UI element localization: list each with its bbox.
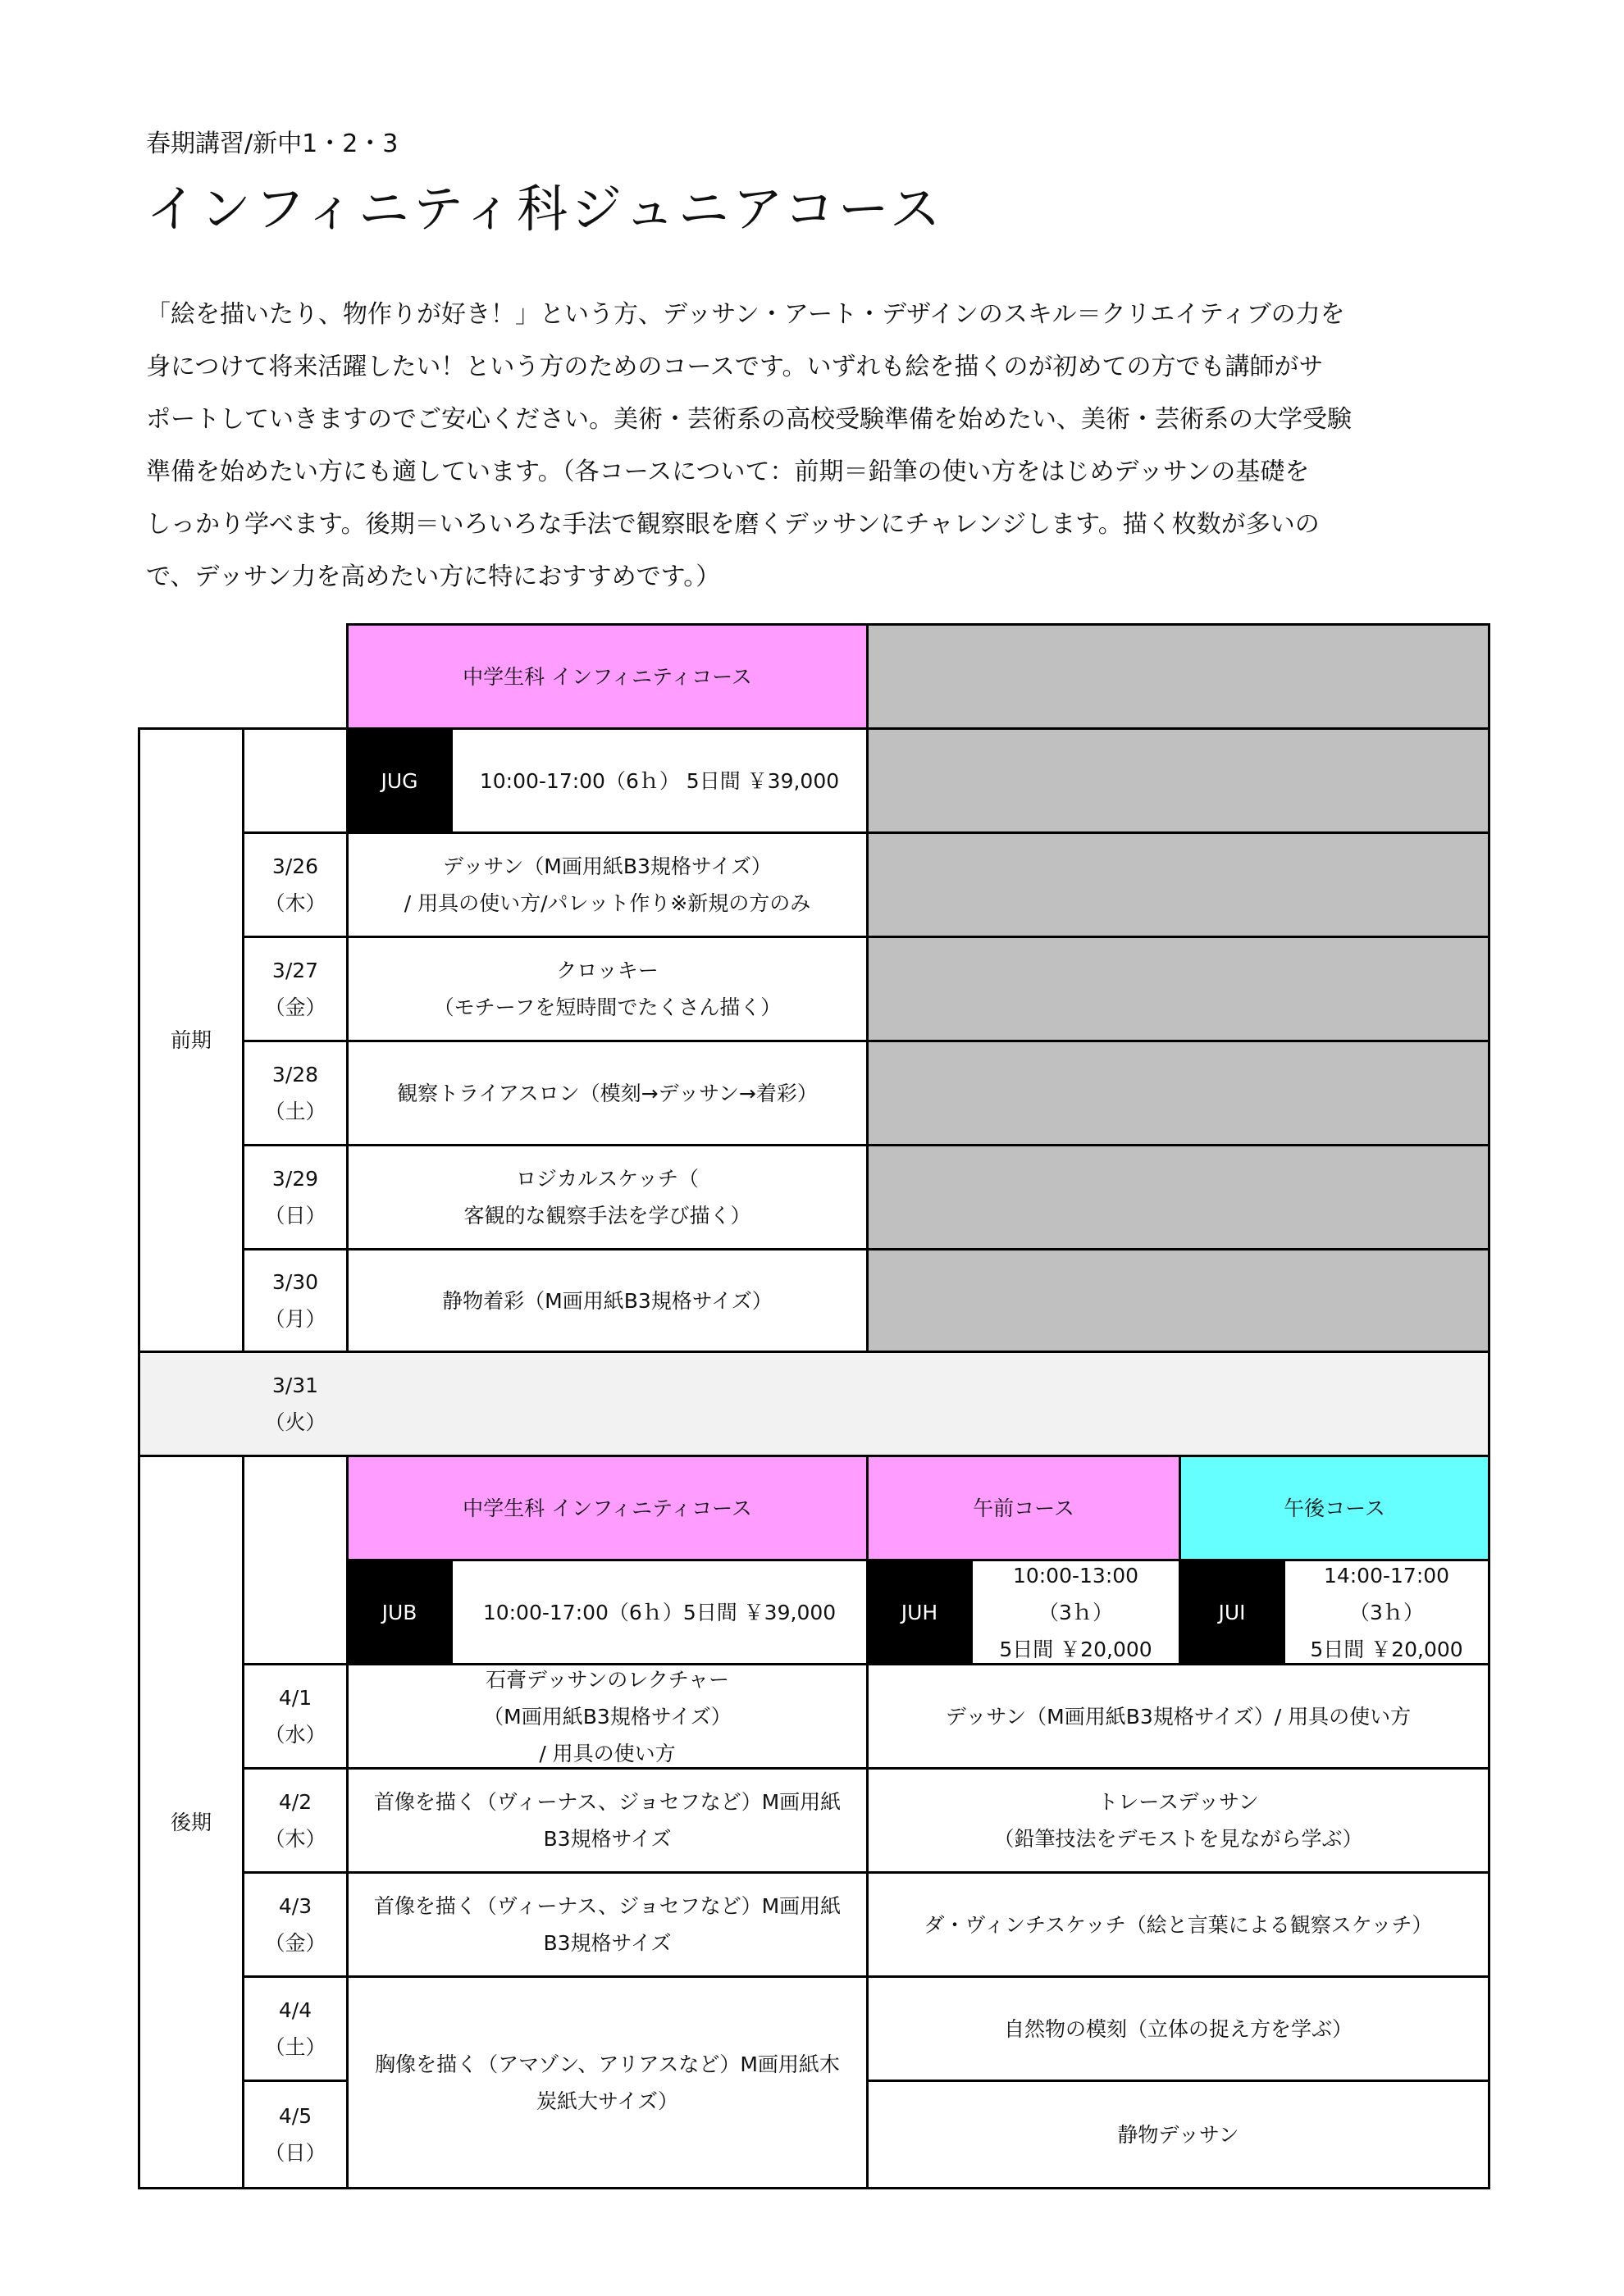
date-cell	[242, 1040, 349, 1146]
day-of-week: （日）	[264, 1204, 326, 1228]
intro-line: 準備を始めたい方にも適しています。（各コースについて：前期＝鉛筆の使い方をはじめデッサンの基礎を	[146, 458, 1310, 486]
lesson-cell	[346, 1767, 869, 1874]
day-of-week: （金）	[264, 995, 326, 1019]
period-label: 後期	[170, 1810, 212, 1834]
date-cell	[242, 1975, 349, 2082]
zenki-gray-header	[866, 623, 1490, 730]
lesson-line: 自然物の模刻（立体の捉え方を学ぶ）	[1003, 2016, 1353, 2041]
date-cell	[242, 1248, 349, 1353]
day-of-week: （土）	[264, 1100, 326, 1123]
gray-cell	[866, 936, 1490, 1042]
lesson-cell	[346, 1144, 869, 1250]
lesson-line: 首像を描く（ヴィーナス、ジョセフなど）M画用紙	[373, 1790, 842, 1814]
lesson-line: デッサン（M画用紙B3規格サイズ）	[443, 854, 772, 878]
date-cell	[242, 1767, 349, 1874]
date: 3/26	[271, 854, 319, 878]
date: 3/30	[271, 1270, 319, 1294]
am-info	[970, 1559, 1181, 1665]
date-cell	[242, 1144, 349, 1250]
date-cell	[242, 2080, 349, 2189]
gray-cell	[866, 1248, 1490, 1353]
split-lesson-cell	[866, 2080, 1490, 2189]
date: 4/2	[278, 1790, 312, 1814]
kouki-course-header	[346, 1455, 869, 1561]
date-cell	[242, 936, 349, 1042]
lesson-cell	[346, 1871, 869, 1978]
date: 4/3	[278, 1894, 312, 1918]
kouki-code	[346, 1559, 453, 1665]
lesson-line: 客観的な観察手法を学び描く）	[463, 1204, 751, 1228]
lesson-line: クロッキー	[556, 959, 659, 982]
course-info: 5日間 ￥20,000	[1310, 1637, 1463, 1661]
pm-code	[1179, 1559, 1285, 1665]
course-name: 中学生科 インフィニティコース	[463, 664, 752, 689]
intro-line: ポートしていきますのでご安心ください。美術・芸術系の高校受験準備を始めたい、美術・芸術系の大学受験	[146, 405, 1352, 434]
zenki-label	[138, 727, 244, 1353]
lesson-line: ダ・ヴィンチスケッチ（絵と言葉による観察スケッチ）	[924, 1912, 1433, 1937]
pm-info	[1283, 1559, 1490, 1665]
day-of-week: （土）	[264, 2035, 326, 2059]
lesson-line: B3規格サイズ	[543, 1827, 672, 1851]
course-code: JUI	[1218, 1600, 1246, 1624]
zenki-course-header	[346, 623, 869, 730]
course-name: 午前コース	[973, 1496, 1074, 1520]
lesson-line: （モチーフを短時間でたくさん描く）	[433, 995, 782, 1019]
date: 3/27	[271, 959, 319, 982]
lesson-line: （鉛筆技法をデモストを見ながら学ぶ）	[993, 1827, 1363, 1851]
course-info: 5日間 ￥20,000	[999, 1637, 1152, 1661]
am-course-header	[866, 1455, 1181, 1561]
course-info: 14:00-17:00	[1323, 1563, 1450, 1588]
zenki-gray-info	[866, 727, 1490, 834]
date: 3/31	[271, 1374, 319, 1397]
lesson-line: トレースデッサン	[1097, 1790, 1259, 1814]
gray-cell	[866, 1144, 1490, 1250]
course-info: 10:00-17:00（6ｈ）5日間 ￥39,000	[482, 1600, 837, 1624]
lesson-cell	[346, 831, 869, 938]
subtitle: 春期講習/新中1・2・3	[146, 130, 399, 158]
course-name: 午後コース	[1284, 1496, 1385, 1520]
lesson-line: 首像を描く（ヴィーナス、ジョセフなど）M画用紙	[373, 1894, 842, 1918]
date: 3/28	[271, 1063, 319, 1086]
gray-cell	[866, 831, 1490, 938]
course-code: JUG	[381, 768, 418, 793]
date-cell	[242, 1663, 349, 1770]
break-date-cell	[242, 1351, 349, 1457]
day-of-week: （木）	[264, 1827, 326, 1851]
gray-cell	[866, 1040, 1490, 1146]
zenki-info-date	[242, 727, 349, 834]
lesson-cell	[346, 1248, 869, 1353]
kouki-header-date	[242, 1455, 349, 1665]
date: 4/4	[278, 1998, 312, 2022]
date: 3/29	[271, 1167, 319, 1191]
lesson-line: 観察トライアスロン（模刻→デッサン→着彩）	[397, 1081, 818, 1105]
zenki-info	[450, 727, 869, 834]
am-code	[866, 1559, 973, 1665]
lesson-line: 静物デッサン	[1117, 2122, 1239, 2147]
kouki-info	[450, 1559, 869, 1665]
kouki-label	[138, 1455, 244, 2189]
page-title: インフィニティ科ジュニアコース	[146, 179, 944, 239]
period-label: 前期	[170, 1028, 212, 1052]
lesson-line: 石膏デッサンのレクチャー	[485, 1667, 729, 1692]
split-lesson-cell	[866, 1663, 1490, 1770]
lesson-line: デッサン（M画用紙B3規格サイズ）/ 用具の使い方	[945, 1704, 1412, 1729]
lesson-line: B3規格サイズ	[543, 1931, 672, 1955]
lesson-cell	[346, 936, 869, 1042]
intro-line: 身につけて将来活躍したい！という方のためのコースです。いずれも絵を描くのが初めての方でも講師がサ	[146, 353, 1324, 381]
intro-line: 「絵を描いたり、物作りが好き！」という方、デッサン・アート・デザインのスキル＝クリエイティブの力を	[146, 300, 1345, 329]
lesson-cell	[346, 1663, 869, 1770]
lesson-line: / 用具の使い方/パレット作り※新規の方のみ	[404, 891, 811, 915]
date-cell	[242, 1871, 349, 1978]
intro-line: で、デッサン力を高めたい方に特におすすめです。）	[146, 563, 721, 591]
day-of-week: （日）	[264, 2141, 326, 2165]
course-info: 10:00-13:00	[1012, 1563, 1139, 1588]
course-code: JUB	[381, 1600, 417, 1624]
lesson-line: / 用具の使い方	[539, 1741, 676, 1765]
course-info: 10:00-17:00（6ｈ） 5日間 ￥39,000	[479, 768, 840, 793]
course-info: （3ｈ）	[1038, 1600, 1113, 1624]
split-lesson-cell	[866, 1975, 1490, 2082]
date: 4/1	[278, 1686, 312, 1710]
merged-lesson-cell	[346, 1975, 869, 2189]
lesson-cell	[346, 1040, 869, 1146]
lesson-line: 静物着彩（M画用紙B3規格サイズ）	[442, 1288, 773, 1313]
date: 4/5	[278, 2104, 312, 2128]
split-lesson-cell	[866, 1871, 1490, 1978]
lesson-line: ロジカルスケッチ（	[515, 1167, 699, 1191]
lesson-line: （M画用紙B3規格サイズ）	[483, 1704, 732, 1729]
split-lesson-cell	[866, 1767, 1490, 1874]
lesson-line: 炭紙大サイズ）	[536, 2089, 678, 2113]
date-cell	[242, 831, 349, 938]
lesson-line: 胸像を描く（アマゾン、アリアスなど）M画用紙木	[375, 2052, 840, 2076]
course-code: JUH	[901, 1600, 938, 1624]
course-name: 中学生科 インフィニティコース	[463, 1496, 752, 1520]
course-info: （3ｈ）	[1349, 1600, 1424, 1624]
day-of-week: （金）	[264, 1931, 326, 1955]
pm-course-header	[1179, 1455, 1490, 1561]
zenki-code	[346, 727, 453, 834]
day-of-week: （水）	[264, 1723, 326, 1747]
day-of-week: （月）	[264, 1307, 326, 1331]
intro-line: しっかり学べます。後期＝いろいろな手法で観察眼を磨くデッサンにチャレンジします。描く枚数が多いの	[146, 510, 1320, 539]
day-of-week: （火）	[264, 1410, 326, 1434]
day-of-week: （木）	[264, 891, 326, 915]
